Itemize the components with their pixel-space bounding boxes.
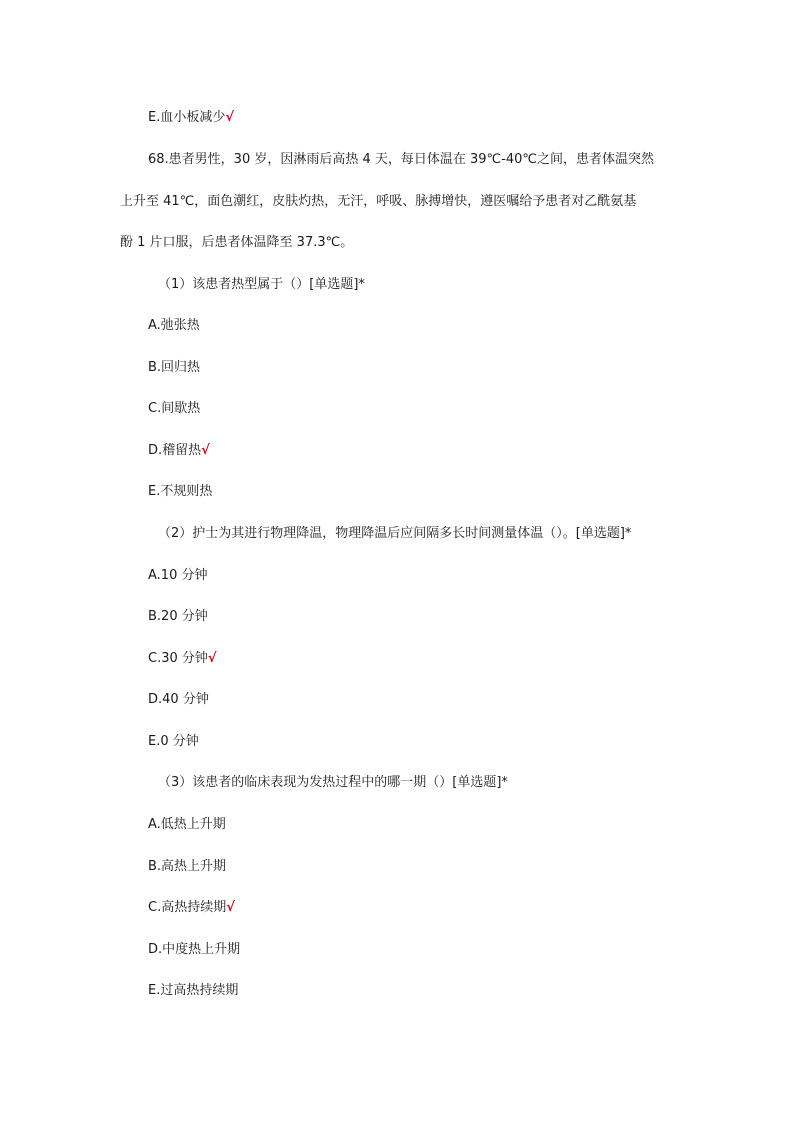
option-text: A.10 分钟 bbox=[148, 568, 208, 583]
q3-option-c bbox=[148, 900, 235, 916]
q3-option-e bbox=[148, 983, 238, 999]
option-text: E.不规则热 bbox=[148, 484, 213, 499]
option-text: C.间歇热 bbox=[148, 401, 201, 416]
q1-option-d bbox=[148, 443, 210, 459]
option-text: B.回归热 bbox=[148, 360, 201, 375]
option-text: E.过高热持续期 bbox=[148, 983, 239, 998]
q3-option-a bbox=[148, 817, 226, 833]
option-text: A.低热上升期 bbox=[148, 817, 226, 832]
option-text: D.40 分钟 bbox=[148, 692, 209, 707]
case-line-2: 上升至 41℃，面色潮红，皮肤灼热，无汗，呼吸、脉搏增快，遵医嘱给予患者对乙酰氨基 bbox=[120, 194, 637, 209]
option-prev-e bbox=[148, 110, 234, 126]
q2-option-d bbox=[148, 692, 209, 708]
q3-option-b bbox=[148, 859, 226, 875]
option-text: D.中度热上升期 bbox=[148, 942, 241, 957]
question-3-stem: （3）该患者的临床表现为发热过程中的哪一期（）[单选题]* bbox=[158, 775, 508, 790]
option-text: C.高热持续期 bbox=[148, 900, 227, 915]
case-line-1: 68.患者男性，30 岁，因淋雨后高热 4 天，每日体温在 39℃-40℃之间，患者体温突然 bbox=[148, 152, 654, 167]
check-mark-icon: √ bbox=[226, 900, 235, 915]
option-text: C.30 分钟 bbox=[148, 651, 208, 666]
q2-option-b bbox=[148, 609, 208, 625]
q1-option-c bbox=[148, 401, 200, 417]
option-text: B.20 分钟 bbox=[148, 609, 208, 624]
q2-option-c bbox=[148, 651, 217, 667]
option-text: D.稽留热 bbox=[148, 443, 202, 458]
q2-option-e bbox=[148, 734, 199, 750]
check-mark-icon: √ bbox=[201, 443, 210, 458]
q1-option-a bbox=[148, 318, 200, 334]
question-1-stem: （1）该患者热型属于（）[单选题]* bbox=[158, 277, 365, 292]
q3-option-d bbox=[148, 942, 240, 958]
option-text: B.高热上升期 bbox=[148, 859, 227, 874]
option-text: A.弛张热 bbox=[148, 318, 200, 333]
q2-option-a bbox=[148, 568, 207, 584]
case-line-3: 酚 1 片口服，后患者体温降至 37.3℃。 bbox=[120, 235, 354, 250]
option-text: E.0 分钟 bbox=[148, 734, 199, 749]
option-text: E.血小板减少 bbox=[148, 110, 226, 125]
question-2-stem: （2）护士为其进行物理降温，物理降温后应间隔多长时间测量体温（）。[单选题]* bbox=[158, 526, 632, 541]
q1-option-e bbox=[148, 484, 212, 500]
check-mark-icon: √ bbox=[225, 110, 235, 125]
q1-option-b bbox=[148, 360, 200, 376]
check-mark-icon: √ bbox=[207, 651, 217, 666]
